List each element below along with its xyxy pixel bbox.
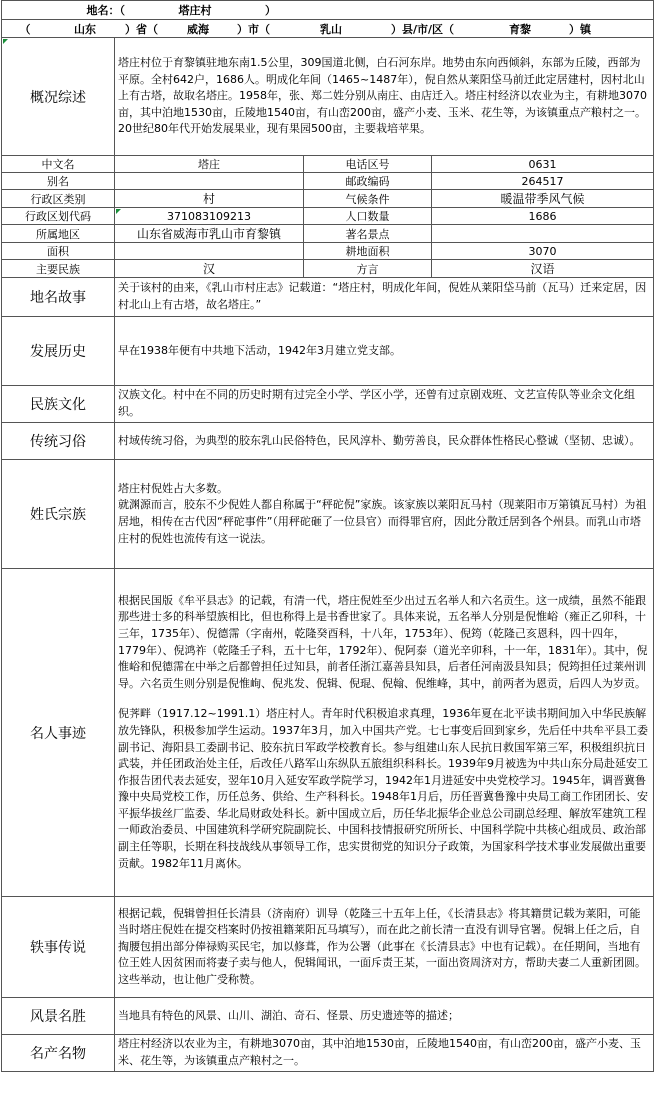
figures-text	[115, 569, 654, 897]
history-text: 早在1938年便有中共地下活动，1942年3月建立党支部。	[115, 317, 654, 386]
figures-label: 名人事迹	[2, 569, 115, 897]
info-label-alias: 别名	[2, 173, 115, 190]
info-value-attractions	[432, 225, 654, 243]
overview-label: 概况综述	[2, 38, 115, 156]
place-name-close: ）	[265, 4, 276, 17]
info-value-alias	[115, 173, 304, 190]
anecdotes-text: 根据记载，倪辑曾担任长清县（济南府）训导（乾隆三十五年上任，《长清县志》将其籍贯记载为莱阳，可能当时塔庄倪姓在提交档案时仍按祖籍莱阳瓦马填写），而在此之前长清一直没有训导官署。倪辑上任之后，自掏腰包捐出部分俸禄购买民宅，加以修葺，作为公署（此事在《长清县志》中也有记载）。在任期间，当地有位王姓人因贫困而将妻子卖与他人，倪辑闻讯，一面斥责王某，一面出资周济对方，帮助夫妻二人重新团圆。这些举动，也让他广受称赞。	[115, 897, 654, 998]
info-value-population: 1686	[432, 208, 654, 225]
place-record-table	[1, 0, 654, 1072]
figures-paragraph-1: 根据民国版《牟平县志》的记载，有清一代，塔庄倪姓至少出过五名举人和六名贡生。这一成绩，虽然不能跟那些进士多的科举望族相比，但也称得上是书香世家了。具体来说，五名举人分别是倪惟峪（雍正乙卯科，十三年，1735年）、倪德霈（字南州，乾隆癸酉科，十八年，1753年）、倪筠（乾隆己亥恩科，四十四年，1779年）、倪鸿祚（乾隆壬子科，五十七年，1792年）、倪阿泰（道光辛卯科，十一年，1831年）。其中，倪惟峪和倪德霈在中举之后都曾担任过知县，前者任浙江嘉善县知县，后者任河南汲县知县；倪筠担任过莱州训导。六名贡生则分别是倪惟峋、倪兆发、倪辑、倪琨、倪翰、倪维峰，其中，前两者为恩贡，后四人为岁贡。	[118, 593, 648, 690]
info-label-region: 所属地区	[2, 225, 115, 243]
surname-text	[115, 460, 654, 569]
admin-town-suffix: ）镇	[569, 22, 591, 36]
info-value-admin-type: 村	[115, 190, 304, 208]
scenery-label: 风景名胜	[2, 998, 115, 1035]
info-value-farmland: 3070	[432, 243, 654, 260]
customs-label: 传统习俗	[2, 423, 115, 460]
anecdotes-label: 轶事传说	[2, 897, 115, 998]
info-value-postal-code: 264517	[432, 173, 654, 190]
admin-county: 乳山	[320, 22, 342, 36]
figures-paragraph-2: 倪荠畔（1917.12~1991.1）塔庄村人。青年时代积极追求真理，1936年夏在北平读书期间加入中华民族解放先锋队，积极参加学生运动。1937年3月，加入中国共产党。七七事变后回到家乡，先后任中共牟平县工委副书记、海阳县工委副书记、胶东抗日军政学校教育长。参与组建山东人民抗日救国军第三军，积极组织抗日武装，并任团政治处主任，后改任八路军山东纵队五旅组织科科长。1939年9月被选为中共山东分局赴延安工作报告团代表去延安，翌年10月入延安军政学院学习，1942年1月进延安中央党校学习。1945年，调晋冀鲁豫中央局党校工作，历任总务、供给、生产科科长。1948年1月后，历任晋冀鲁豫中央局工商工作团团长、安平振华拔丝厂监委、华北局财政处科长。新中国成立后，历任华北振华企业总公司副总经理、解放军建筑工程一师政治委员、中国建筑科学研究院副院长、中国科技情报研究所所长、中国科学院中共核心组成员、政治部副主任等职，长期在科技战线从事领导工作，忠实贯彻党的知识分子政策，为国家科学技术事业发展做出重要贡献。1982年11月离休。	[118, 707, 648, 870]
admin-county-suffix: ）县/市/区（	[391, 22, 455, 36]
info-value-division-code: 371083109213	[115, 208, 304, 225]
info-value-area	[115, 243, 304, 260]
info-label-area: 面积	[2, 243, 115, 260]
products-label: 名产名物	[2, 1035, 115, 1072]
info-label-chinese-name: 中文名	[2, 156, 115, 173]
surname-label: 姓氏宗族	[2, 460, 115, 569]
story-text: 关于该村的由来，《乳山市村庄志》记载道：“塔庄村，明成化年间，倪姓从莱阳垈马前（瓦马）迁来定居，因村北山上有古塔，故名塔庄。”	[115, 278, 654, 317]
info-value-dialect: 汉语	[432, 260, 654, 278]
admin-province-suffix: ）省（	[125, 22, 158, 36]
admin-open: （	[19, 22, 31, 36]
surname-paragraph-2: 就渊源而言，胶东不少倪姓人都自称属于“秤砣倪”家族。该家族以莱阳瓦马村（现莱阳市万第镇瓦马村）为祖居地，相传在古代因“秤砣事件”（用秤砣砸了一位县官）而得罪官府，因此分散迁居到各个州县。而乳山市塔庄村的倪姓也流传有这一说法。	[118, 498, 647, 545]
info-label-population: 人口数量	[304, 208, 432, 225]
info-label-postal-code: 邮政编码	[304, 173, 432, 190]
info-label-admin-type: 行政区类别	[2, 190, 115, 208]
scenery-text: 当地具有特色的风景、山川、湖泊、奇石、怪景、历史遗迹等的描述；	[115, 998, 654, 1035]
info-label-farmland: 耕地面积	[304, 243, 432, 260]
culture-text: 汉族文化。村中在不同的历史时期有过完全小学、学区小学，还曾有过京剧戏班、文艺宣传队等业余文化组织。	[115, 386, 654, 423]
info-value-chinese-name: 塔庄	[115, 156, 304, 173]
history-label: 发展历史	[2, 317, 115, 386]
culture-label: 民族文化	[2, 386, 115, 423]
overview-text: 塔庄村位于育黎镇驻地东南1.5公里，309国道北侧，白石河东岸。地势由东向西倾斜，东部为丘陵，西部为平原。全村642户，1686人。明成化年间（1465~1487年），倪自然从莱阳垈马前迁此定居建村，因村北山上有古塔，故取名塔庄。1958年，张、郑二姓分别从南庄、由店迁入。塔庄村经济以农业为主，有耕地3070亩，其中泊地1530亩，丘陵地1540亩，有山峦200亩，盛产小麦、玉米、花生等，为该镇重点产粮村之一。20世纪80年代开始发展果业，现有果园500亩，主要栽培苹果。	[115, 38, 654, 156]
info-label-division-code: 行政区划代码	[2, 208, 115, 225]
place-name-header	[2, 1, 654, 20]
admin-city-suffix: ）市（	[237, 22, 270, 36]
info-value-area-code: 0631	[432, 156, 654, 173]
info-value-ethnicity: 汉	[115, 260, 304, 278]
customs-text: 村域传统习俗，为典型的胶东乳山民俗特色，民风淳朴、勤劳善良，民众群体性格民心整诚（坚韧、忠诚）。	[115, 423, 654, 460]
products-text: 塔庄村经济以农业为主，有耕地3070亩，其中泊地1530亩，丘陵地1540亩，有山峦200亩，盛产小麦、玉米、花生等，为该镇重点产粮村之一。	[115, 1035, 654, 1072]
info-label-dialect: 方言	[304, 260, 432, 278]
place-name-value: 塔庄村	[178, 4, 212, 17]
admin-province: 山东	[74, 22, 96, 36]
figures-paragraph-gap	[118, 692, 650, 706]
info-label-attractions: 著名景点	[304, 225, 432, 243]
story-label: 地名故事	[2, 278, 115, 317]
info-label-area-code: 电话区号	[304, 156, 432, 173]
admin-division-row	[2, 20, 654, 38]
info-value-climate: 暖温带季风气候	[432, 190, 654, 208]
info-label-ethnicity: 主要民族	[2, 260, 115, 278]
admin-town: 育黎	[509, 22, 531, 36]
place-name-label: 地名：（	[86, 4, 125, 17]
surname-paragraph-1: 塔庄村倪姓占大多数。	[118, 481, 228, 495]
info-value-region: 山东省威海市乳山市育黎镇	[115, 225, 304, 243]
info-label-climate: 气候条件	[304, 190, 432, 208]
admin-city: 威海	[187, 22, 209, 36]
